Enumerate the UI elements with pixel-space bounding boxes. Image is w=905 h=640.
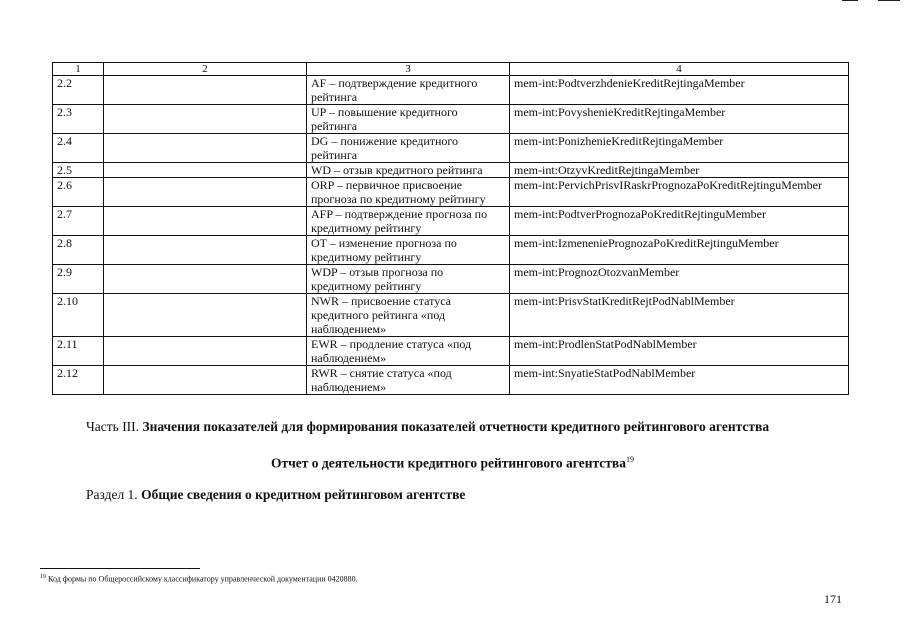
column-2-cell — [104, 207, 307, 236]
table-row — [53, 265, 849, 294]
section-heading-text: Общие сведения о кредитном рейтинговом агентстве — [141, 487, 466, 502]
member-code-cell: mem-int:PervichPrisvIRaskrPrognozaPoKreditRejtinguMember — [510, 178, 849, 207]
description-cell: DG – понижение кредитного рейтинга — [307, 134, 510, 163]
member-code-cell: mem-int:IzmeneniePrognozaPoKreditRejtinguMember — [510, 236, 849, 265]
table-row — [53, 105, 849, 134]
column-2-cell — [104, 134, 307, 163]
description-cell: RWR – снятие статуса «под наблюдением» — [307, 366, 510, 395]
row-number-cell: 2.8 — [53, 236, 104, 265]
row-number-cell: 2.5 — [53, 163, 104, 178]
row-number-cell: 2.7 — [53, 207, 104, 236]
row-number-cell: 2.11 — [53, 337, 104, 366]
section-heading — [86, 487, 465, 503]
table-row — [53, 178, 849, 207]
corner-mark — [842, 0, 858, 1]
column-2-cell — [104, 76, 307, 105]
column-2-cell — [104, 236, 307, 265]
table-row — [53, 163, 849, 178]
footnote-text: Код формы по Общероссийскому классификатору управленческой документации 0420880. — [46, 574, 358, 584]
description-cell: EWR – продление статуса «под наблюдением» — [307, 337, 510, 366]
column-header: 3 — [307, 63, 510, 76]
row-number-cell: 2.10 — [53, 294, 104, 337]
column-header: 1 — [53, 63, 104, 76]
description-cell: NWR – присвоение статуса кредитного рейтинга «под наблюдением» — [307, 294, 510, 337]
row-number-cell: 2.6 — [53, 178, 104, 207]
table-row — [53, 337, 849, 366]
description-cell: WD – отзыв кредитного рейтинга — [307, 163, 510, 178]
column-header: 4 — [510, 63, 849, 76]
row-number-cell: 2.12 — [53, 366, 104, 395]
column-2-cell — [104, 163, 307, 178]
description-cell: AFP – подтверждение прогноза по кредитному рейтингу — [307, 207, 510, 236]
column-2-cell — [104, 178, 307, 207]
section-heading-prefix: Раздел 1. — [86, 487, 142, 502]
description-cell: AF – подтверждение кредитного рейтинга — [307, 76, 510, 105]
member-code-cell: mem-int:PrognozOtozvanMember — [510, 265, 849, 294]
footnote-reference: 19 — [625, 455, 634, 464]
member-codes-table — [52, 62, 849, 395]
report-title-text: Отчет о деятельности кредитного рейтингового агентства — [271, 455, 626, 471]
column-2-cell — [104, 105, 307, 134]
table-row — [53, 134, 849, 163]
description-cell: UP – повышение кредитного рейтинга — [307, 105, 510, 134]
table-row — [53, 207, 849, 236]
column-2-cell — [104, 337, 307, 366]
footnote-number: 19 — [40, 574, 46, 580]
table-row — [53, 236, 849, 265]
member-code-cell: mem-int:PodtverPrognozaPoKreditRejtinguMember — [510, 207, 849, 236]
column-header: 2 — [104, 63, 307, 76]
table-header-row — [53, 63, 849, 76]
column-2-cell — [104, 265, 307, 294]
report-title — [0, 455, 905, 472]
description-cell: ORP – первичное присвоение прогноза по кредитному рейтингу — [307, 178, 510, 207]
table-row — [53, 294, 849, 337]
row-number-cell: 2.9 — [53, 265, 104, 294]
table-body — [53, 76, 849, 395]
description-cell: OT – изменение прогноза по кредитному рейтингу — [307, 236, 510, 265]
member-code-cell: mem-int:SnyatieStatPodNablMember — [510, 366, 849, 395]
column-2-cell — [104, 294, 307, 337]
table-row — [53, 76, 849, 105]
member-code-cell: mem-int:PovyshenieKreditRejtingaMember — [510, 105, 849, 134]
row-number-cell: 2.2 — [53, 76, 104, 105]
footnote-divider — [40, 568, 200, 569]
table-row — [53, 366, 849, 395]
member-code-cell: mem-int:PonizhenieKreditRejtingaMember — [510, 134, 849, 163]
description-cell: WDP – отзыв прогноза по кредитному рейтингу — [307, 265, 510, 294]
part-heading-prefix: Часть III. — [86, 419, 143, 434]
member-code-cell: mem-int:OtzyvKreditRejtingaMember — [510, 163, 849, 178]
column-2-cell — [104, 366, 307, 395]
member-code-cell: mem-int:PodtverzhdenieKreditRejtingaMember — [510, 76, 849, 105]
member-code-cell: mem-int:ProdlenStatPodNablMember — [510, 337, 849, 366]
part-heading — [86, 419, 769, 435]
member-code-cell: mem-int:PrisvStatKreditRejtPodNablMember — [510, 294, 849, 337]
part-heading-text: Значения показателей для формирования показателей отчетности кредитного рейтингового агентства — [142, 419, 770, 434]
row-number-cell: 2.3 — [53, 105, 104, 134]
footnote — [40, 574, 358, 584]
corner-mark — [878, 0, 900, 1]
row-number-cell: 2.4 — [53, 134, 104, 163]
page-number: 171 — [824, 592, 842, 606]
